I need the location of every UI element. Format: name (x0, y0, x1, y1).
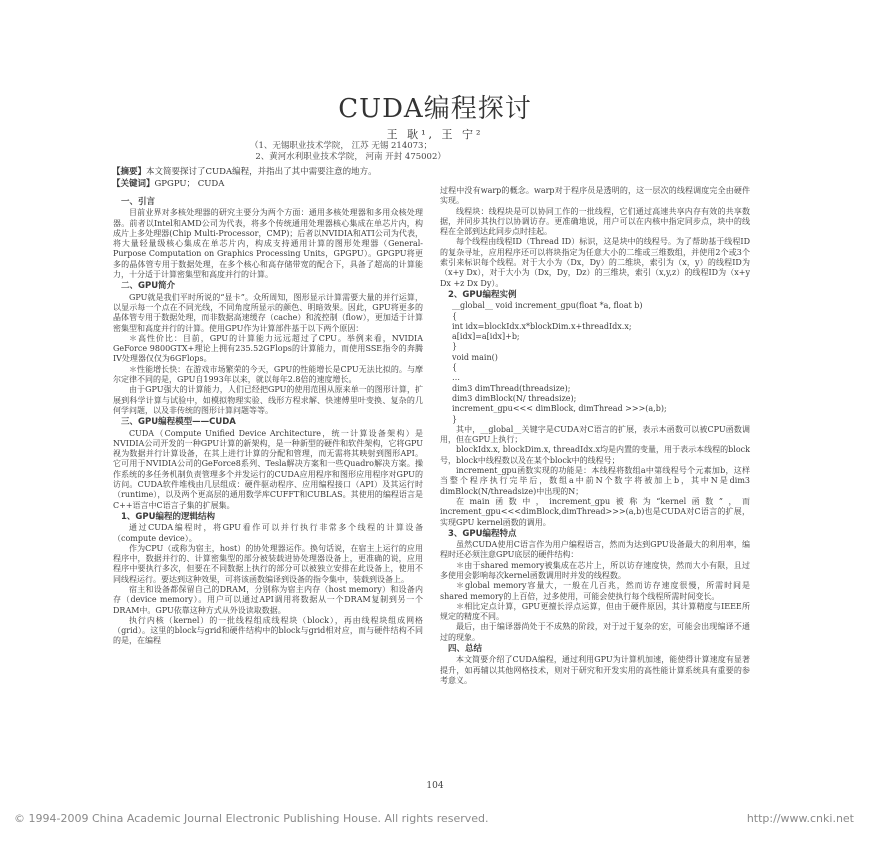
code-line: void main() (452, 352, 498, 362)
paragraph: 最后，由于编译器尚处于不成熟的阶段，对于过于复杂的宏，可能会出现编译不通过的现象。 (440, 622, 750, 642)
code-line: dim3 dimBlock(N/ threadsize); (452, 393, 577, 403)
section-heading: 2、GPU编程实例 (448, 289, 517, 300)
paragraph: ＊性能增长快：在游戏市场繁荣的今天，GPU的性能增长是CPU无法比拟的。与摩尔定律不同的是，GPU自1993年以来，就以每年2.8倍的速度增长。 (113, 364, 423, 385)
keywords-label: 【关键词】 (112, 179, 155, 189)
paragraph: blockIdx.x, blockDim.x, threadIdx.x均是内置的变量，用于表示本线程的block号，block中线程数以及在某个block中的线程号； (440, 445, 750, 465)
code-line: … (452, 373, 460, 383)
section-heading: 1、GPU编程的逻辑结构 (121, 511, 216, 522)
paragraph: 每个线程由线程ID（Thread ID）标识，这是块中的线程号。为了帮助基于线程ID的复杂寻址，应用程序还可以将块指定为任意大小的二维或三维数组，并使用2个或3个索引来标识每个线程。对于大小为（Dx，Dy）的二维块，索引为（x，y）的线程ID为（x+y Dx），对于大小为（Dx，Dy，Dz）的三维块，索引（x,y,z）的线程ID为（x+y Dx +z Dx Dy）。 (440, 237, 750, 288)
footer (14, 812, 864, 825)
abstract-text: 本文简要探讨了CUDA编程，并指出了其中需要注意的地方。 (146, 167, 377, 177)
paragraph: 本文简要介绍了CUDA编程，通过利用GPU为计算机加速，能使得计算速度有显著提升，如再辅以其他网格技术，则对于研究和开发实用的高性能计算系统具有重要的参考意义。 (440, 655, 750, 685)
code-line: int idx=blockIdx.x*blockDim.x+threadIdx.x; (452, 321, 632, 331)
left-column (113, 196, 423, 647)
keywords-text: GPGPU； CUDA (154, 179, 225, 189)
section-heading: 三、GPU编程模型——CUDA (121, 417, 236, 428)
code-line: a[idx]=a[idx]+b; (452, 332, 520, 342)
paragraph: 线程块：线程块是可以协同工作的一批线程，它们通过高速共享内存有效的共享数据，并同步其执行以协调访存。更准确地说，用户可以在内核中指定同步点，块中的线程在全部到达此同步点时挂起。 (440, 206, 750, 237)
paragraph: 执行内核（kernel）的一批线程组成线程块（block），再由线程块组成网格（grid）。这里的block与grid和硬件结构中的block与grid相对应，而与硬件结构不同的是，在编程 (113, 615, 423, 646)
paragraph: 宿主和设备都保留自己的DRAM，分别称为宿主内存（host memory）和设备内存（device memory）。用户可以通过API调用将数据从一个DRAM复制到另一个DRAM中。GPU依靠这种方式从外设读取数据。 (113, 584, 423, 615)
paragraph: 虽然CUDA使用C语言作为用户编程语言，然而为达到GPU设备最大的利用率，编程时还必须注意GPU底层的硬件结构： (440, 540, 750, 560)
paragraph: ＊相比定点计算，GPU更擅长浮点运算，但由于硬件原因，其计算精度与IEEE所规定的精度不同。 (440, 601, 750, 622)
page-number: 104 (426, 781, 444, 791)
paragraph: CUDA（Compute Unified Device Architecture，统一计算设备架构）是NVIDIA公司开发的一种GPU计算的新架构，是一种新型的硬件和软件架构，它将GPU视为数据并行计算设备，在其上进行计算的分配和管理，而无需将其映射到图形API。它可用于NVIDIA公司的GeForce8系列、Tesla解决方案和一些Quadro解决方案。操作系统的多任务机制负责管理多个并发运行的CUDA应用程序和图形应用程序对GPU的访问。CUDA软件堆栈由几层组成：硬件驱动程序、应用编程接口（API）及其运行时（runtime），以及两个更高层的通用数学库CUFFT和CUBLAS。其使用的编程语言是C++语言中C语言子集的扩展集。 (113, 428, 423, 510)
paragraph: 其中，__global__关键字是CUDA对C语言的扩展，表示本函数可以被CPU函数调用，但在GPU上执行； (440, 424, 750, 445)
paragraph: ＊由于shared memory被集成在芯片上，所以访存速度快，然而大小有限，且过多使用会影响每次kernel函数调用时并发的线程数。 (440, 560, 750, 580)
paragraph: ＊高性价比：目前，GPU的计算能力远远超过了CPU。举例来看，NVIDIA GeForce 9800GTX+理论上拥有235.52GFlops的计算能力，而使用SSE指令的奔腾IV处理器仅仅为6GFlops。 (113, 333, 423, 364)
section-heading: 四、总结 (448, 644, 483, 655)
paragraph: 由于GPU强大的计算能力，人们已经把GPU的使用范围从原来单一的图形计算，扩展到科学计算与试验中，如模拟物理实验、线形方程求解、快速傅里叶变换、复杂的几何学问题，以及非传统的图形计算问题等等。 (113, 385, 423, 415)
code-line: dim3 dimThread(threadsize); (452, 383, 571, 393)
paragraph: 目前业界对多核处理器的研究主要分为两个方面：通用多核处理器和多用众核处理器。前者以Intel和AMD公司为代表，将多个传统通用处理器核心集成在单芯片内，构成片上多处理器(Chip Multi-Processor，CMP)；后者以NVIDIA和ATI公司为代表，将大量轻量级核心集成在单芯片内，构成支持通用计算的图形处理器（General-Purpose Computation on Graphics Processing Units，GPGPU）。GPGPU将更多的晶体管专用于数据处理，在多个核心和高存储带宽的配合下，具备了超高的计算能力，十分适于计算密集型和高度并行的计算。 (113, 208, 423, 280)
paragraph: ＊global memory容量大，一般在几百兆，然而访存速度很慢，所需时间是shared memory的上百倍，过多使用，可能会使执行每个线程所需时间变长。 (440, 581, 750, 601)
section-heading: 二、GPU简介 (121, 281, 176, 292)
code-line: } (452, 414, 458, 424)
right-column (440, 186, 750, 686)
section-heading: 一、引言 (121, 197, 156, 207)
paragraph: 作为CPU（或称为宿主，host）的协处理器运作。换句话说，在宿主上运行的应用程序中，数据并行的、计算密集型的部分被装载进协处理器设备上，更准确的说，应用程序中要执行多次，但要在不同数据上执行的部分可以被独立安排在此设备上，使用不同线程运行。要达到这种效果，可将该函数编译到设备的指令集中，装载到设备上。 (113, 543, 423, 584)
abstract-label: 【摘要】 (112, 167, 147, 177)
section-heading: 3、GPU编程特点 (448, 528, 517, 539)
footer-url-link[interactable]: http://www.cnki.net (746, 812, 854, 825)
paragraph: 通过CUDA编程时，将GPU看作可以并行执行非常多个线程的计算设备（compute device）。 (113, 523, 423, 543)
abstract (112, 167, 752, 178)
paragraph: GPU就是我们平时所说的“显卡”。众所周知，图形显示计算需要大量的并行运算，以显示每一个点在不同光线，不同角度所显示的颜色、明暗效果。因此，GPU将更多的晶体管专用于数据处理，而非数据高速缓存（cache）和流控制（flow），更加适于计算密集型和高度并行的计算。使用GPU作为计算部件基于以下两个原因： (113, 292, 423, 333)
paragraph: increment_gpu函数实现的功能是：本线程将数组a中第线程号个元素加b，这样当整个程序执行完毕后，数组a中前N个数字将被加上b，其中N是dim3 dimBlock(N/threadsize)中出现的N； (440, 466, 750, 496)
code-line: increment_gpu<<< dimBlock, dimThread >>>(a,b); (452, 404, 667, 414)
code-line: } (452, 342, 458, 352)
affiliation-line-2: 2、黄河水利职业技术学院， 河南 开封 475002） (250, 152, 446, 162)
code-line: { (452, 363, 458, 373)
copyright-notice: © 1994-2009 China Academic Journal Electronic Publishing House. All rights reserved. (14, 812, 489, 825)
paragraph: 过程中没有warp的概念。warp对于程序员是透明的，这一层次的线程调度完全由硬件实现。 (440, 186, 750, 206)
code-line: { (452, 311, 458, 321)
code-line: __global__ void increment_gpu(float *a, float b) (452, 301, 643, 311)
paragraph: 在main函数中，increment_gpu被称为“kernel函数”，而increment_gpu<<<dimBlock,dimThread>>>(a,b)也是CUDA对C语言的扩展，实现GPU kernel函数的调用。 (440, 496, 750, 527)
paper-authors: 王 耿¹, 王 宁² (386, 128, 484, 141)
paper-title: CUDA编程探讨 (338, 94, 532, 124)
affiliation-line-1: （1、无锡职业技术学院， 江苏 无锡 214073； (250, 141, 432, 151)
